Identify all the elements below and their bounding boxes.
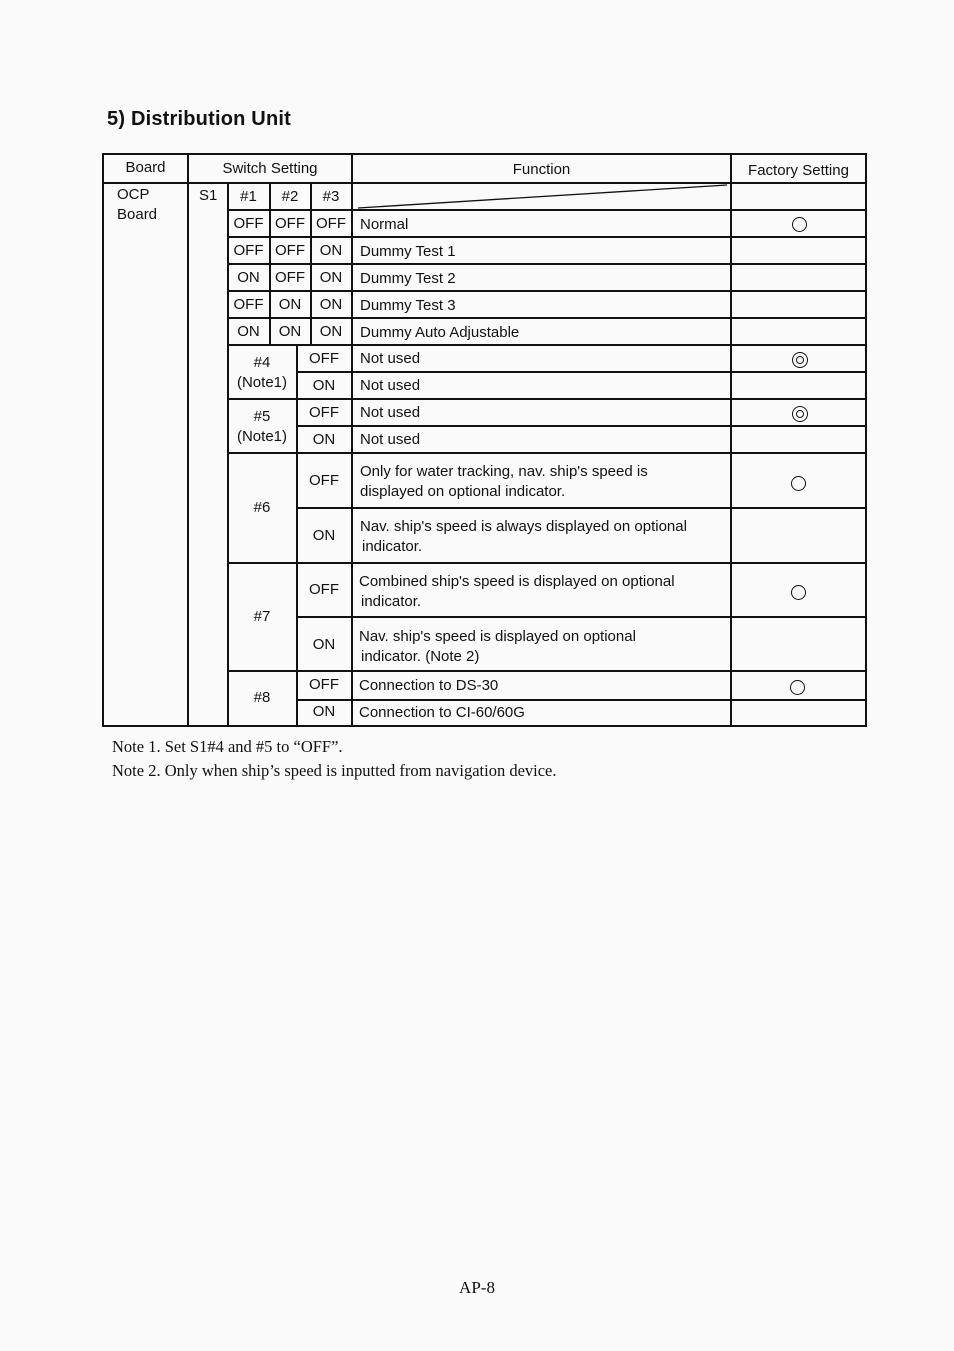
function-text: Combined ship's speed is displayed on optional (359, 573, 675, 590)
divider (296, 371, 865, 373)
function-text: Nav. ship's speed is displayed on optional (359, 628, 636, 645)
divider (187, 155, 189, 725)
divider (227, 317, 865, 319)
switch-state: ON (278, 296, 302, 313)
switch-state: ON (237, 269, 260, 286)
factory-default-circle-icon (791, 585, 806, 600)
divider (227, 670, 865, 672)
switch-label: #7 (253, 608, 271, 625)
switch-state: OFF (309, 581, 339, 598)
function-text: Dummy Test 1 (360, 243, 456, 260)
switch-state: OFF (316, 215, 346, 232)
factory-default-double-circle-icon (792, 406, 808, 422)
switch-state: ON (278, 323, 302, 340)
function-text: Not used (360, 404, 421, 421)
function-text: Normal (360, 216, 409, 233)
note-reference: (Note1) (236, 428, 288, 445)
switch-state: OFF (309, 404, 339, 421)
switch-state: OFF (309, 676, 339, 693)
divider (227, 398, 865, 400)
switch-state: OFF (233, 242, 264, 259)
function-text: indicator. (362, 538, 423, 555)
board-name: Board (117, 206, 158, 223)
function-text: Only for water tracking, nav. ship's speed is (360, 463, 648, 480)
factory-default-circle-icon (792, 217, 807, 232)
header-factory-setting: Factory Setting (748, 162, 849, 179)
empty-cell-diagonal (353, 183, 730, 210)
function-text: Not used (360, 431, 421, 448)
switch-label: #5 (253, 408, 271, 425)
switch-label: #8 (253, 689, 271, 706)
switch-state: OFF (309, 472, 339, 489)
divider (227, 344, 865, 346)
switch-label: #4 (253, 354, 271, 371)
switch-state: ON (319, 269, 343, 286)
function-text: Connection to DS-30 (359, 677, 499, 694)
section-heading: 5) Distribution Unit (107, 108, 291, 130)
switch-state: ON (312, 703, 336, 720)
switch-state: ON (319, 296, 343, 313)
switch-state: ON (319, 242, 343, 259)
function-text: Dummy Test 3 (360, 297, 456, 314)
divider (351, 155, 353, 725)
divider (227, 290, 865, 292)
divider (227, 236, 865, 238)
switch-state: ON (319, 323, 343, 340)
board-name: OCP (117, 186, 150, 203)
switch-state: ON (312, 377, 336, 394)
note-reference: (Note1) (236, 374, 288, 391)
switch-label: #6 (253, 499, 271, 516)
divider (227, 452, 865, 454)
function-text: indicator. (361, 593, 422, 610)
header-switch-setting: Switch Setting (222, 160, 318, 177)
switch-state: ON (312, 636, 336, 653)
divider (296, 616, 865, 618)
footnote: Note 1. Set S1#4 and #5 to “OFF”. (112, 737, 343, 756)
factory-default-circle-icon (791, 476, 806, 491)
function-text: Dummy Auto Adjustable (360, 324, 520, 341)
switch-state: OFF (275, 242, 305, 259)
function-text: indicator. (Note 2) (361, 648, 480, 665)
switch-state: OFF (233, 215, 264, 232)
function-text: Nav. ship's speed is always displayed on optional (360, 518, 687, 535)
switch-state: OFF (275, 269, 305, 286)
divider (296, 425, 865, 427)
function-text: Connection to CI-60/60G (359, 704, 525, 721)
switch-state: OFF (275, 215, 305, 232)
divider (296, 507, 865, 509)
page-number: AP-8 (459, 1278, 495, 1297)
subheader-switch-3: #3 (322, 188, 340, 205)
switch-state: ON (312, 527, 336, 544)
divider (227, 263, 865, 265)
header-board: Board (125, 159, 166, 176)
divider (227, 562, 865, 564)
subheader-switch-1: #1 (240, 188, 257, 205)
switch-name: S1 (199, 187, 218, 204)
footnote: Note 2. Only when ship’s speed is inputted from navigation device. (112, 761, 557, 780)
switch-state: OFF (309, 350, 339, 367)
divider (296, 699, 865, 701)
switch-state: ON (312, 431, 336, 448)
divider (730, 155, 732, 725)
header-function: Function (512, 161, 571, 178)
switch-state: ON (237, 323, 260, 340)
function-text: Not used (360, 350, 421, 367)
switch-state: OFF (233, 296, 264, 313)
function-text: Dummy Test 2 (360, 270, 456, 287)
function-text: Not used (360, 377, 421, 394)
factory-default-circle-icon (790, 680, 805, 695)
factory-default-double-circle-icon (792, 352, 808, 368)
switch-settings-table (102, 153, 867, 727)
function-text: displayed on optional indicator. (360, 483, 566, 500)
subheader-switch-2: #2 (281, 188, 299, 205)
